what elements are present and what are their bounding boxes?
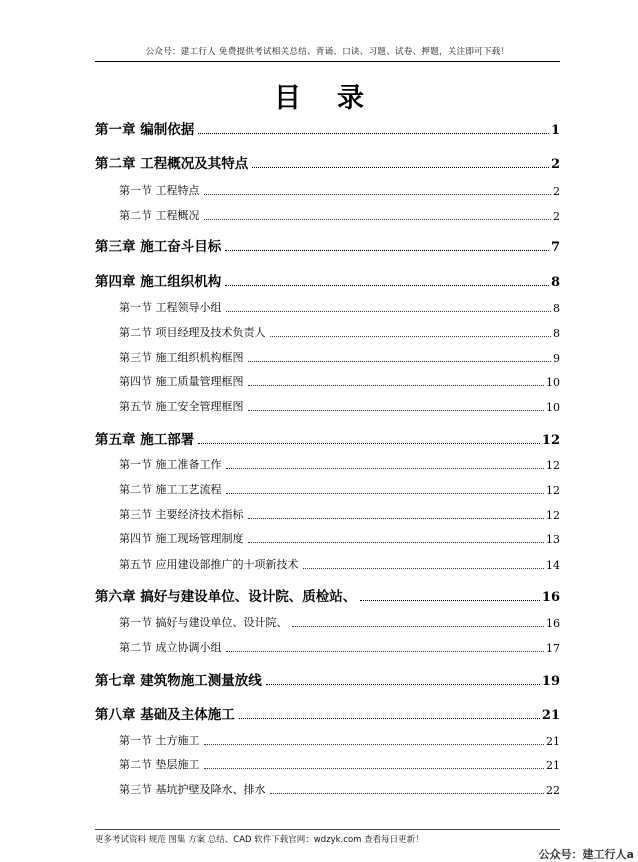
toc-leader-dots — [292, 626, 545, 627]
toc-entry-label: 第一节 搞好与建设单位、设计院、 — [119, 616, 288, 629]
toc-leader-dots — [270, 336, 552, 337]
toc-leader-dots — [225, 285, 549, 286]
toc-entry-label: 第一节 工程领导小组 — [119, 301, 222, 314]
toc-page-number: 22 — [546, 784, 560, 797]
toc-section-entry[interactable] — [95, 506, 560, 522]
toc-entry-label: 第一节 工程特点 — [119, 184, 200, 197]
toc-leader-dots — [248, 518, 545, 519]
watermark: 公众号：建工行人a — [538, 848, 634, 861]
toc-chapter-entry[interactable] — [95, 270, 560, 290]
toc-page-number: 8 — [553, 302, 560, 315]
toc-page-number: 2 — [553, 185, 560, 198]
toc-entry-label: 第二节 垫层施工 — [119, 758, 200, 771]
toc-leader-dots — [248, 542, 545, 543]
page-header: 公众号：建工行人 免费提供考试相关总结、背诵、口诀、习题、试卷、押题，关注即可下载！ — [145, 47, 510, 57]
toc-entry-label: 第七章 建筑物施工测量放线 — [95, 673, 262, 689]
toc-leader-dots — [248, 385, 545, 386]
header-rule — [95, 61, 560, 62]
toc-page-number: 8 — [553, 327, 560, 340]
toc-chapter-entry[interactable] — [95, 703, 560, 723]
toc-entry-label: 第二节 成立协调小组 — [119, 641, 222, 654]
toc-page-number: 2 — [553, 210, 560, 223]
page-footer: 更多考试资料 规范 图集 方案 总结、CAD 软件下载官网：wdzyk.com 查看每日更新！ — [95, 835, 424, 845]
toc-leader-dots — [226, 468, 545, 469]
toc-page-number: 8 — [550, 275, 560, 290]
toc-leader-dots — [204, 744, 545, 745]
toc-section-entry[interactable] — [95, 299, 560, 315]
toc-leader-dots — [303, 568, 545, 569]
toc-page-number: 14 — [546, 559, 560, 572]
toc-chapter-entry[interactable] — [95, 585, 560, 605]
toc-section-entry[interactable] — [95, 781, 560, 797]
toc-page-number: 12 — [546, 484, 560, 497]
toc-leader-dots — [239, 718, 540, 719]
toc-leader-dots — [226, 651, 545, 652]
toc-entry-label: 第一节 土方施工 — [119, 734, 200, 747]
toc-section-entry[interactable] — [95, 756, 560, 772]
toc-section-entry[interactable] — [95, 324, 560, 340]
toc-entry-label: 第三节 施工组织机构框图 — [119, 351, 244, 364]
toc-page-number: 13 — [546, 533, 560, 546]
toc-section-entry[interactable] — [95, 481, 560, 497]
toc-leader-dots — [204, 768, 545, 769]
toc-entry-label: 第一节 施工准备工作 — [119, 458, 222, 471]
toc-page-number: 7 — [550, 240, 560, 255]
toc-leader-dots — [266, 684, 540, 685]
toc-leader-dots — [248, 410, 545, 411]
toc-page-number: 21 — [541, 708, 560, 723]
toc-page-number: 21 — [546, 759, 560, 772]
toc-section-entry[interactable] — [95, 398, 560, 414]
toc-page-number: 2 — [550, 157, 560, 172]
toc-page-number: 16 — [546, 617, 560, 630]
toc-page-number: 9 — [553, 352, 560, 365]
toc-entry-label: 第五章 施工部署 — [95, 432, 195, 448]
toc-chapter-entry[interactable] — [95, 428, 560, 448]
toc-leader-dots — [226, 493, 545, 494]
toc-leader-dots — [204, 194, 552, 195]
toc-leader-dots — [226, 311, 552, 312]
toc-entry-label: 第三章 施工奋斗目标 — [95, 239, 222, 255]
toc-leader-dots — [360, 600, 540, 601]
toc-leader-dots — [198, 443, 540, 444]
toc-leader-dots — [252, 167, 549, 168]
toc-page-number: 16 — [541, 590, 560, 605]
toc-leader-dots — [204, 219, 552, 220]
toc-entry-label: 第八章 基础及主体施工 — [95, 707, 235, 723]
toc-section-entry[interactable] — [95, 639, 560, 655]
toc-section-entry[interactable] — [95, 349, 560, 365]
toc-leader-dots — [248, 361, 552, 362]
toc-page-number: 12 — [541, 433, 560, 448]
toc-leader-dots — [270, 793, 545, 794]
toc-chapter-entry[interactable] — [95, 235, 560, 255]
footer-rule — [95, 829, 560, 830]
toc-section-entry[interactable] — [95, 530, 560, 546]
toc-section-entry[interactable] — [95, 732, 560, 748]
toc-page-number: 12 — [546, 509, 560, 522]
toc-entry-label: 第三节 主要经济技术指标 — [119, 508, 244, 521]
toc-entry-label: 第五节 应用建设部推广的十项新技术 — [119, 558, 299, 571]
toc-page-number: 10 — [546, 401, 560, 414]
toc-leader-dots — [225, 250, 549, 251]
toc-section-entry[interactable] — [95, 556, 560, 572]
toc-page-number: 21 — [546, 735, 560, 748]
toc-section-entry[interactable] — [95, 182, 560, 198]
toc-entry-label: 第三节 基坑护壁及降水、排水 — [119, 783, 266, 796]
toc-entry-label: 第四节 施工现场管理制度 — [119, 532, 244, 545]
toc-section-entry[interactable] — [95, 207, 560, 223]
toc-chapter-entry[interactable] — [95, 118, 560, 138]
toc-entry-label: 第一章 编制依据 — [95, 122, 195, 138]
toc-entry-label: 第六章 搞好与建设单位、设计院、质检站、 — [95, 589, 357, 605]
toc-page-number: 17 — [546, 642, 560, 655]
toc-entry-label: 第四章 施工组织机构 — [95, 274, 222, 290]
page-title: 目录 — [274, 83, 400, 114]
toc-page-number: 19 — [541, 674, 560, 689]
toc-entry-label: 第二节 施工工艺流程 — [119, 483, 222, 496]
toc-entry-label: 第二章 工程概况及其特点 — [95, 156, 249, 172]
toc-entry-label: 第五节 施工安全管理框图 — [119, 400, 244, 413]
toc-section-entry[interactable] — [95, 456, 560, 472]
toc-entry-label: 第四节 施工质量管理框图 — [119, 375, 244, 388]
toc-page-number: 1 — [550, 123, 560, 138]
toc-section-entry[interactable] — [95, 373, 560, 389]
toc-entry-label: 第二节 项目经理及技术负责人 — [119, 326, 266, 339]
toc-leader-dots — [198, 133, 549, 134]
toc-section-entry[interactable] — [95, 614, 560, 630]
toc-entry-label: 第二节 工程概况 — [119, 209, 200, 222]
toc-chapter-entry[interactable] — [95, 152, 560, 172]
toc-page-number: 12 — [546, 459, 560, 472]
toc-chapter-entry[interactable] — [95, 669, 560, 689]
toc-page-number: 10 — [546, 376, 560, 389]
